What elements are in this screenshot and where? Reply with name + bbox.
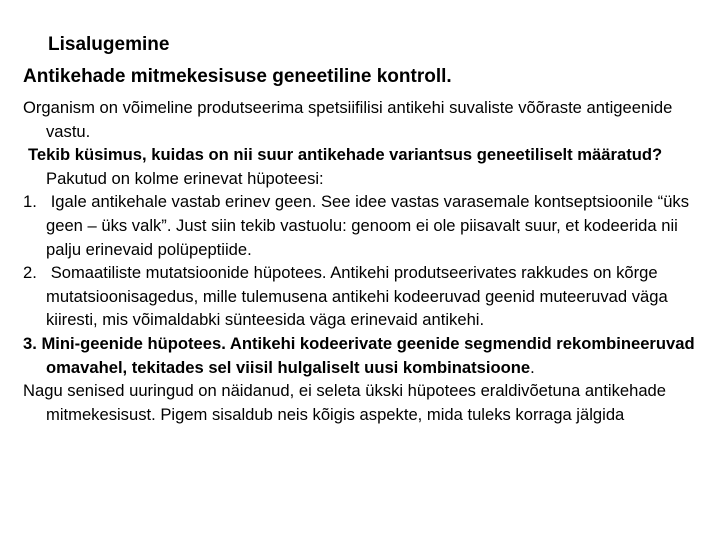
hypothesis-3-number: 3. — [23, 333, 37, 353]
conclusion-text: Nagu senised uuringud on näidanud, ei seleta ükski hüpotees eraldivõetuna antikehade mitmekesisust. Pigem sisaldub neis kõigis aspekte, mida tuleks korraga jälgida — [23, 381, 667, 424]
hypothesis-3-suffix: . — [530, 357, 535, 377]
hypothesis-2-number: 2. — [23, 263, 37, 283]
question-bold-text: Tekib küsimus, kuidas on nii suur antikehade variantsus geneetiliselt määratud? — [28, 145, 663, 165]
slide-subtitle: Antikehade mitmekesisuse geneetiline kontroll. — [23, 66, 452, 87]
hypothesis-1-text: Igale antikehale vastab erinev geen. See idee vastas varasemale kontseptsioonile “üks geen – üks valk”. Just siin tekib vastuolu: genoom ei ole piisavalt suur, et kodeerida nii palju erinevaid polüpeptiide. — [46, 192, 690, 259]
hypothesis-2 — [0, 261, 706, 332]
intro-text: Organism on võimeline produtseerima spetsiifilisi antikehi suvaliste võõraste antigeenide vastu. — [23, 98, 673, 141]
slide-title: Lisalugemine — [48, 34, 170, 55]
question-paragraph — [0, 143, 706, 190]
hypothesis-1 — [0, 190, 706, 261]
hypothesis-3-text: Mini-geenide hüpotees. Antikehi kodeerivate geenide segmendid rekombineeruvad omavahel, tekitades sel viisil hulgaliselt uusi kombinatsioone — [41, 333, 695, 377]
question-rest-text: Pakutud on kolme erinevat hüpoteesi: — [46, 168, 324, 188]
hypothesis-2-text: Somaatiliste mutatsioonide hüpotees. Antikehi produtseerivates rakkudes on kõrge mutatsioonisagedus, mille tulemusena antikehi kodeeruvad geenid muteeruvad väga kiiresti, mis võimaldabki sünteesida väga erinevaid antikehi. — [46, 263, 668, 330]
hypothesis-1-number: 1. — [23, 192, 37, 212]
hypothesis-3 — [0, 332, 706, 379]
intro-paragraph — [0, 96, 706, 143]
conclusion-paragraph — [0, 379, 706, 426]
slide-body — [0, 96, 720, 426]
